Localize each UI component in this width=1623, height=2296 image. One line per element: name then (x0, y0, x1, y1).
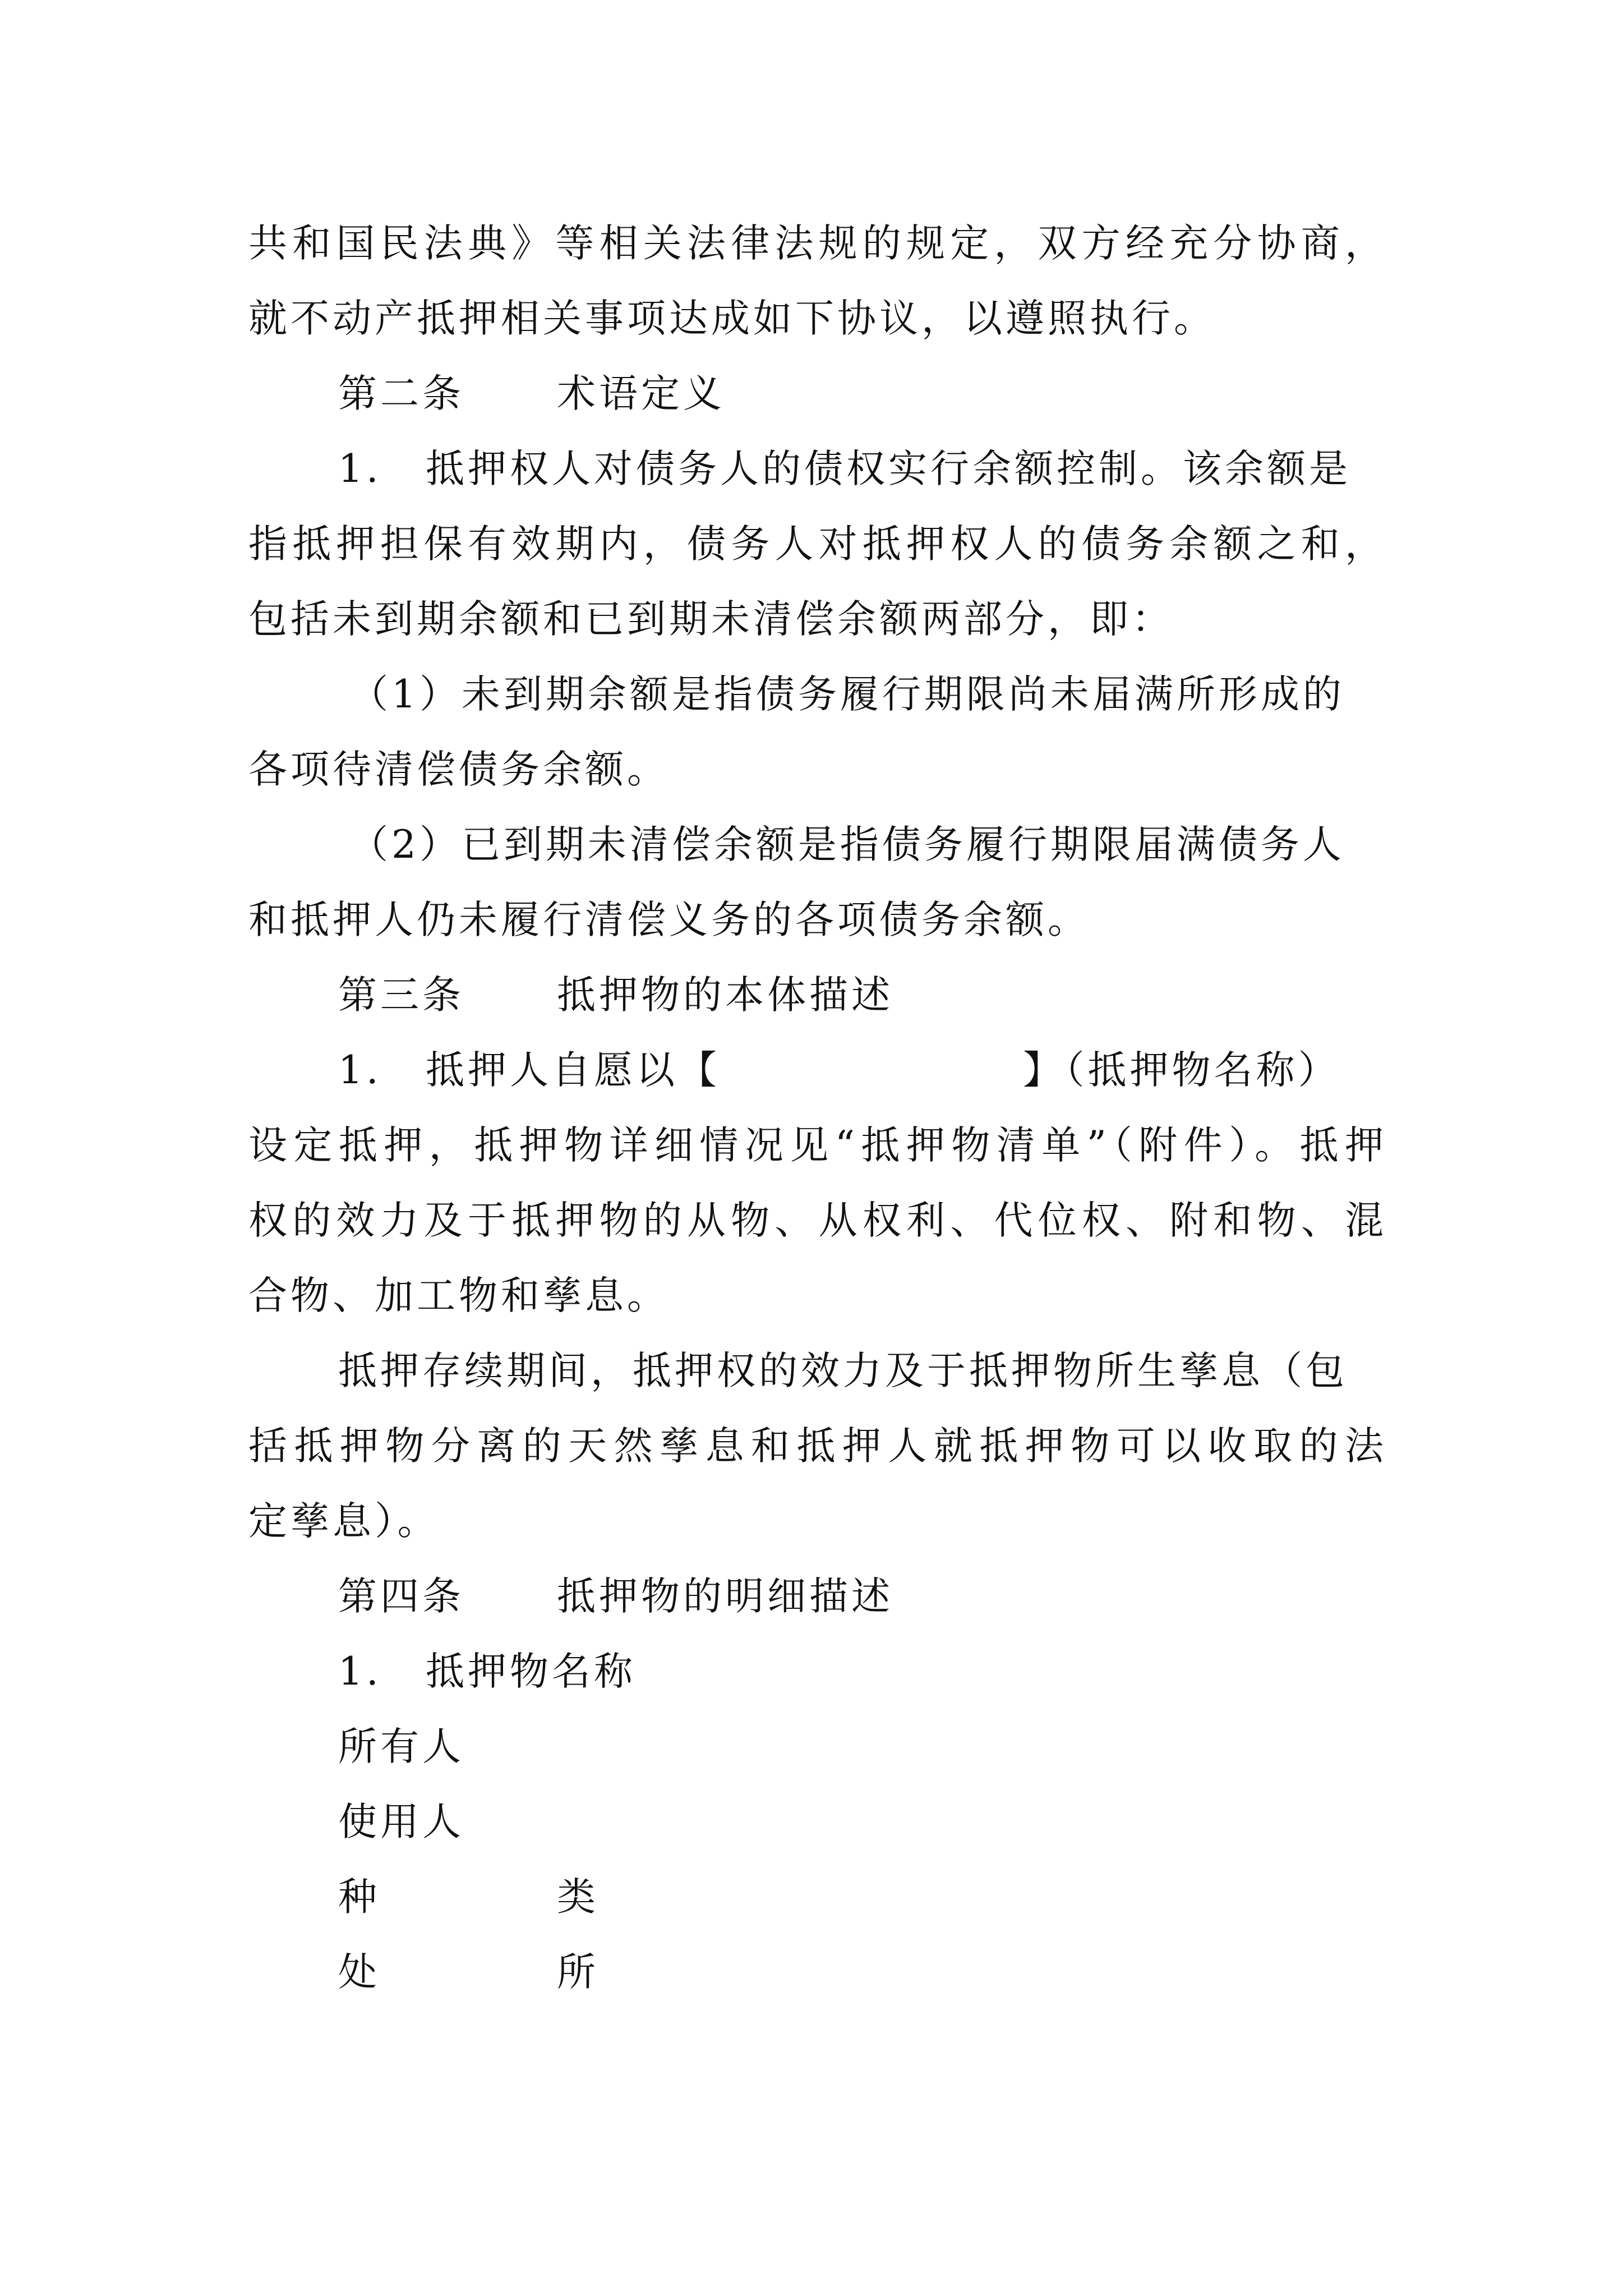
item-text-suffix: 】（抵押物名称） (1023, 1048, 1340, 1093)
sub-item-2: （2）已到期未清偿余额是指债务履行期限届满债务人 (349, 822, 1345, 867)
item-text: 抵押权人对债务人的债权实行余额控制。该余额是 (426, 447, 1351, 491)
body-text-line: 包括未到期余额和已到期未清偿余额两部分，即： (248, 597, 1174, 642)
body-text-line: 括抵押物分离的天然孳息和抵押人就抵押物可以收取的法 (248, 1424, 1387, 1469)
body-text-line: 各项待清偿债务余额。 (248, 747, 669, 792)
article-2-heading (338, 366, 725, 422)
sub-item-1: （1）未到期余额是指债务履行期限尚未届满所形成的 (349, 672, 1345, 717)
article-4-item-1 (338, 1644, 636, 1700)
article-number: 第二条 (338, 371, 464, 416)
field-label-part: 类 (557, 1875, 599, 1920)
body-text-line: 指抵押担保有效期内，债务人对抵押权人的债务余额之和， (248, 522, 1387, 567)
article-4-heading (338, 1568, 893, 1625)
item-text-prefix: 抵押人自愿以【 (426, 1048, 720, 1093)
article-title: 抵押物的本体描述 (557, 973, 893, 1018)
body-text-line: 权的效力及于抵押物的从物、从权利、代位权、附和物、混 (248, 1198, 1387, 1243)
field-label-place (338, 1944, 599, 2000)
article-3-item-1 (338, 1042, 1340, 1098)
body-text-line: 定孳息）。 (248, 1499, 440, 1544)
body-text-line: 和抵押人仍未履行清偿义务的各项债务余额。 (248, 898, 1090, 942)
article-title: 抵押物的明细描述 (557, 1574, 893, 1619)
article-number: 第三条 (338, 973, 464, 1018)
field-label-owner: 所有人 (338, 1724, 464, 1769)
field-label-user: 使用人 (338, 1800, 464, 1844)
item-text: 抵押物名称 (426, 1649, 636, 1694)
body-text-line: 设定抵押，抵押物详细情况见“抵押物清单”（附件）。抵押 (248, 1123, 1387, 1168)
item-number: 1. (338, 1048, 382, 1093)
body-text-line: 共和国民法典》等相关法律法规的规定，双方经充分协商， (248, 221, 1387, 266)
body-text-line: 合物、加工物和孳息。 (248, 1273, 669, 1318)
article-3-paragraph: 抵押存续期间，抵押权的效力及于抵押物所生孳息（包 (338, 1349, 1348, 1393)
item-number: 1. (338, 447, 382, 491)
article-3-heading (338, 967, 893, 1023)
article-title: 术语定义 (557, 371, 725, 416)
field-label-part: 处 (338, 1950, 380, 1995)
body-text-line: 就不动产抵押相关事项达成如下协议，以遵照执行。 (248, 296, 1216, 341)
article-2-item-1 (338, 441, 1351, 497)
article-number: 第四条 (338, 1574, 464, 1619)
field-label-kind (338, 1869, 599, 1925)
field-label-part: 所 (557, 1950, 599, 1995)
item-number: 1. (338, 1649, 382, 1694)
field-label-part: 种 (338, 1875, 380, 1920)
